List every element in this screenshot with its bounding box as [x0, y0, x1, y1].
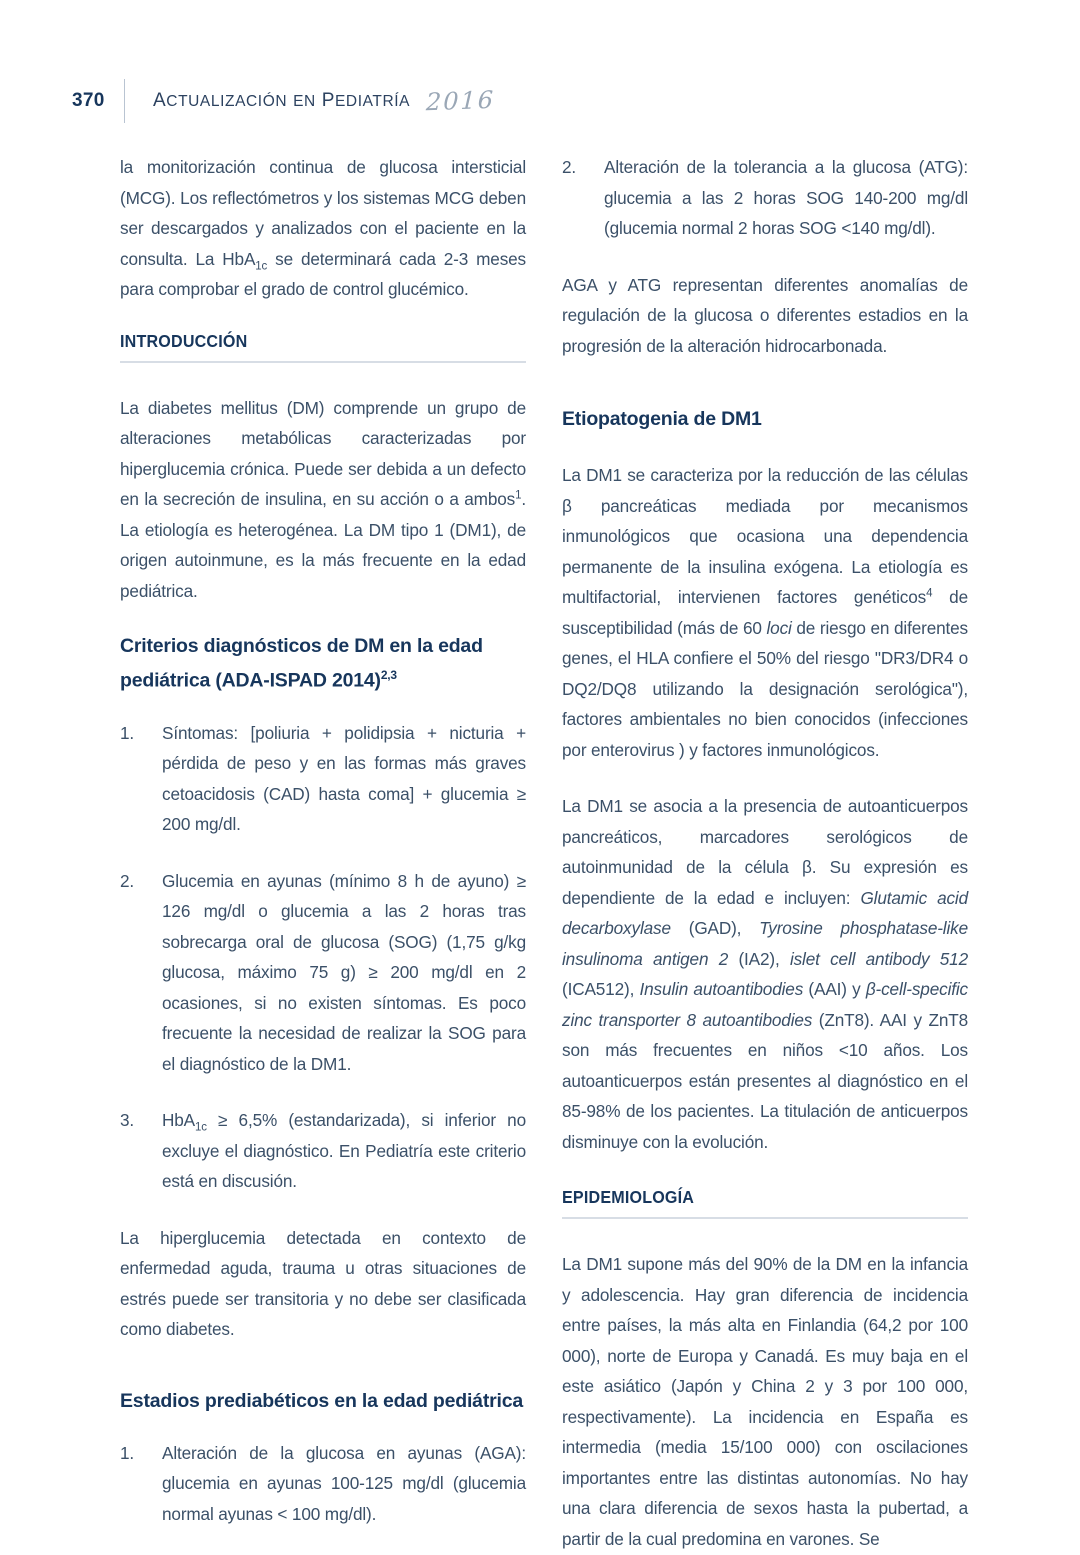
autoantibody-text-4: (ICA512),: [562, 979, 640, 999]
list-item-text: Alteración de la tolerancia a la glucosa (ATG): glucemia a las 2 horas SOG 140-200 mg/dl (glucemia normal 2 horas SOG <140 mg/dl).: [604, 157, 968, 238]
reference-marker-2-3: 2,3: [380, 668, 397, 682]
list-item-number: 2.: [562, 157, 577, 177]
criterios-line-1: Criterios diagnósticos de DM en la edad: [120, 635, 483, 657]
aga-atg-paragraph: AGA y ATG representan diferentes anomalías de regulación de la glucosa o diferentes estadios en la progresión de la alteración hidrocarbonada.: [562, 274, 968, 356]
criterios-line-2: pediátrica (ADA-ISPAD 2014): [120, 669, 381, 692]
list-item: [120, 1438, 526, 1530]
autoantibody-text-2: (GAD),: [670, 918, 760, 938]
antibody-name-znt8: β-cell-specific zinc transporter 8 autoantibodies: [562, 979, 968, 1030]
publication-title: [153, 90, 410, 112]
continued-text-2: se determinará cada 2-3 meses para comprobar el grado de control glucémico.: [120, 248, 526, 299]
page-number: 370: [72, 90, 105, 111]
subheading-etiopatogenia: Etiopatogenia de DM1: [562, 408, 762, 430]
title-ediatria: EDIATRÍA: [334, 93, 411, 110]
list-item-text: Alteración de la glucosa en ayunas (AGA): glucemia en ayunas 100-125 mg/dl (glucemia normal ayunas < 100 mg/dl).: [162, 1442, 526, 1524]
subheading-estadios-prediabeticos: Estadios prediabéticos en la edad pediátrica: [120, 1389, 524, 1412]
etio-text-1: La DM1 se caracteriza por la reducción de las células β pancreáticas mediada por mecanismos inmunológicos que ocasiona una dependencia permanente de la insulina exógena. La etiología es multifactorial, intervienen factores genéticos: [562, 465, 968, 607]
list-item: [120, 718, 526, 840]
section-rule: [120, 361, 526, 363]
section-introduccion: [120, 331, 526, 363]
autoantibody-text-1: La DM1 se asocia a la presencia de autoanticuerpos pancreáticos, marcadores serológicos de autoinmunidad de la célula β. Su expresión es dependiente de la edad e incluyen:: [562, 796, 968, 908]
intro-text-1: La diabetes mellitus (DM) comprende un grupo de alteraciones metabólicas caracterizadas por hiperglucemia crónica. Puede ser debida a un defecto en la secreción de insulina, en su acción o a ambos: [120, 397, 526, 509]
autoantibody-text-5: (AAI) y: [803, 979, 866, 999]
hba1c-subscript: 1c: [195, 1121, 207, 1134]
autoantibody-text-3: (IA2),: [728, 948, 790, 969]
antibody-name-aai: Insulin autoantibodies: [639, 979, 804, 999]
reference-marker-4: 4: [926, 587, 933, 600]
etio-text-3: de riesgo en diferentes genes, el HLA confiere el 50% del riesgo "DR3/DR4 o DQ2/DQ8 utilizando la designación serológica"), factores ambientales no bien conocidos (infecciones por enterovirus ) y factores inmunológicos.: [562, 617, 968, 760]
title-a: A: [153, 90, 167, 111]
prediabetes-list-left: [120, 1438, 526, 1530]
criteria-list: [120, 718, 526, 1197]
left-column: [120, 152, 526, 1555]
section-rule: [562, 1217, 968, 1219]
etiopatogenia-paragraph-2: [562, 791, 968, 1157]
etio-text-2: de susceptibilidad (más de 60: [562, 587, 968, 638]
prediabetes-list-right: [562, 152, 968, 244]
publication-year: 2016: [425, 85, 496, 117]
section-epidemiologia: [562, 1187, 968, 1219]
section-heading-epidemiologia: EPIDEMIOLOGÍA: [562, 1187, 695, 1207]
antibody-name-ica512: islet cell antibody 512: [789, 948, 968, 969]
title-p: P: [321, 90, 335, 111]
epidemiologia-paragraph: La DM1 supone más del 90% de la DM en la infancia y adolescencia. Hay gran diferencia de incidencia entre países, la más alta en Finlandia (64,2 por 100 000), norte de Europa y Canadá. Es muy baja en el este asiático (Japón y China 2 y 3 por 100 000, respectivamente). La incidencia en España es intermedia (media 15/100 000) con oscilaciones importantes entre las distintas autonomías. No hay una clara diferencia de sexos hasta la pubertad, a partir de la cual predomina en varones. Se: [562, 1254, 968, 1549]
intro-paragraph: [120, 393, 526, 607]
subheading-criterios: [120, 632, 526, 696]
header-divider: [124, 79, 125, 123]
list-item-number: 1.: [120, 1442, 135, 1463]
list-item-text-2: ≥ 6,5% (estandarizada), si inferior no excluye el diagnóstico. En Pediatría este criterio está en discusión.: [162, 1110, 526, 1191]
continued-paragraph: [120, 152, 526, 305]
list-item-text: Glucemia en ayunas (mínimo 8 h de ayuno) ≥ 126 mg/dl o glucemia a las 2 horas tras sobrecarga oral de glucosa (SOG) (1,75 g/kg glucosa, máximo 75 g) ≥ 200 mg/dl en 2 ocasiones, si no existen síntomas. Es poco frecuente la necesidad de realizar la SOG para el diagnóstico de la DM1.: [162, 870, 526, 1074]
autoantibody-text-6: (ZnT8). AAI y ZnT8 son más frecuentes en niños <10 años. Los autoanticuerpos están presentes al diagnóstico en el 85-98% de los pacientes. La titulación de anticuerpos disminuye con la evolución.: [562, 1009, 968, 1152]
list-item-number: 3.: [120, 1110, 135, 1130]
list-item: [562, 152, 968, 244]
antibody-name-gad: Glutamic acid decarboxylase: [562, 887, 969, 938]
continued-text-1: la monitorización continua de glucosa intersticial (MCG). Los reflectómetros y los sistemas MCG deben ser descargados y analizados con el paciente en la consulta. La HbA: [120, 157, 526, 269]
antibody-name-ia2: Tyrosine phosphatase-like insulinoma antigen 2: [562, 918, 968, 969]
list-item-text: Síntomas: [poliuria + polidipsia + nicturia + pérdida de peso y en las formas más graves cetoacidosis (CAD) hasta coma] + glucemia ≥ 200 mg/dl.: [162, 722, 526, 834]
hyperglycemia-paragraph: La hiperglucemia detectada en contexto de enfermedad aguda, trauma u otras situaciones de estrés puede ser transitoria y no debe ser clasificada como diabetes.: [120, 1227, 526, 1339]
intro-text-2: . La etiología es heterogénea. La DM tipo 1 (DM1), de origen autoinmune, es la más frecuente en la edad pediátrica.: [120, 489, 526, 601]
title-en: EN: [293, 93, 316, 110]
section-heading-introduccion: INTRODUCCIÓN: [120, 330, 248, 351]
list-item-text-1: HbA: [162, 1110, 195, 1130]
right-column: [562, 152, 968, 1554]
reference-marker-1: 1: [515, 489, 522, 502]
list-item: [120, 1105, 526, 1197]
title-ctualizacion: CTUALIZACIÓN: [166, 93, 288, 110]
list-item: [120, 866, 526, 1080]
etiopatogenia-paragraph-1: [562, 460, 968, 765]
running-head: [72, 78, 1012, 124]
hba1c-subscript: 1c: [255, 259, 268, 272]
etio-italic-loci: loci: [766, 617, 792, 638]
list-item-number: 2.: [120, 870, 135, 891]
list-item-number: 1.: [120, 722, 135, 743]
